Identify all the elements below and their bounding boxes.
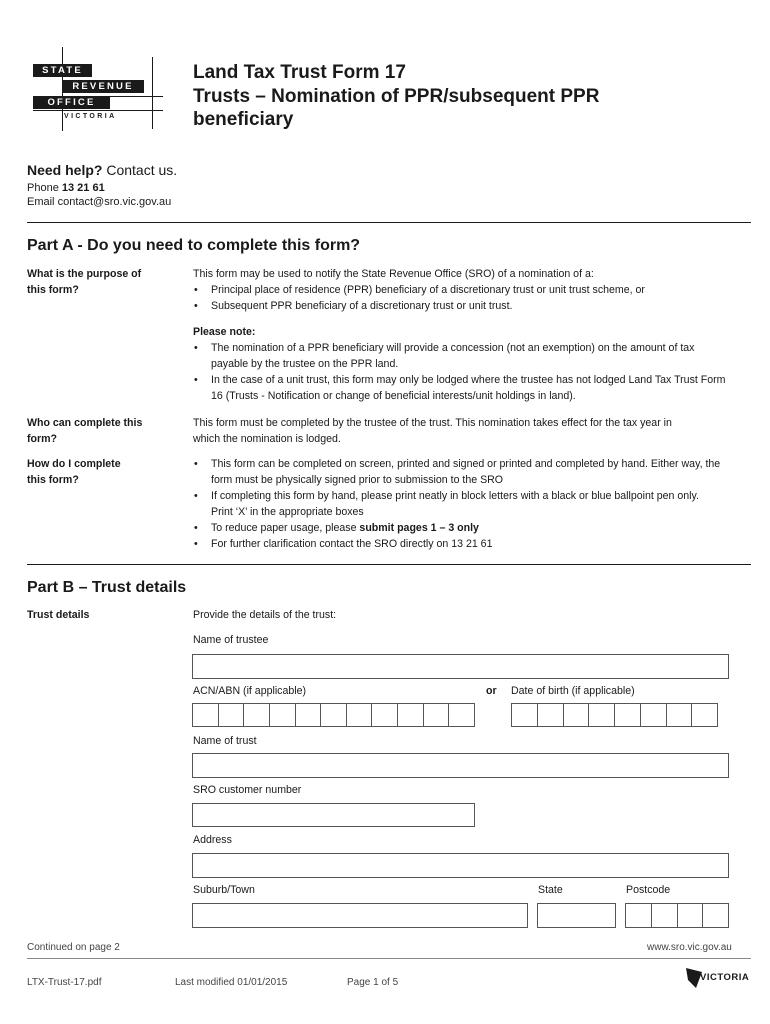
help-heading-bold: Need help?	[27, 162, 103, 178]
digit-cell[interactable]	[692, 704, 717, 726]
footer-page: Page 1 of 5	[347, 977, 399, 988]
digit-cell[interactable]	[589, 704, 615, 726]
list-item	[211, 520, 721, 536]
name-of-trust-field[interactable]	[192, 753, 729, 778]
help-heading-rest: Contact us.	[106, 162, 178, 178]
phone-label: Phone	[27, 182, 59, 194]
name-of-trustee-field[interactable]	[192, 654, 729, 679]
digit-cell[interactable]	[652, 904, 678, 927]
digit-cell[interactable]	[372, 704, 398, 726]
divider	[27, 564, 751, 565]
dob-field[interactable]	[511, 703, 718, 727]
digit-cell[interactable]	[667, 704, 693, 726]
page-title	[193, 61, 713, 132]
title-line-3: beneficiary	[193, 109, 294, 130]
state-label: State	[538, 884, 563, 896]
purpose-label-line-1: What is the purpose of	[27, 268, 142, 280]
how-text	[193, 456, 723, 552]
bullet-text: To reduce paper usage, please	[211, 522, 360, 534]
digit-cell[interactable]	[703, 904, 728, 927]
victoria-logo	[684, 966, 750, 992]
suburb-label: Suburb/Town	[193, 884, 255, 896]
who-label-line-2: form?	[27, 433, 58, 445]
state-field[interactable]	[537, 903, 616, 928]
digit-cell[interactable]	[270, 704, 296, 726]
part-b-title: Part B – Trust details	[27, 579, 187, 596]
purpose-label	[27, 266, 167, 298]
email-link[interactable]: contact@sro.vic.gov.au	[57, 196, 172, 208]
postcode-label: Postcode	[626, 884, 671, 896]
sro-customer-number-field[interactable]	[192, 803, 475, 827]
digit-cell[interactable]	[296, 704, 322, 726]
or-label: or	[486, 685, 497, 697]
purpose-label-line-2: this form?	[27, 284, 79, 296]
digit-cell[interactable]	[615, 704, 641, 726]
title-line-1: Land Tax Trust Form 17	[193, 62, 406, 83]
list-item: • The nomination of a PPR beneficiary will provide a concession (not an exemption) on the amount of tax payable by the trustee on the PPR land.	[211, 340, 731, 372]
list-item: • Principal place of residence (PPR) beneficiary of a discretionary trust or unit trust scheme, or	[211, 282, 723, 298]
digit-cell[interactable]	[641, 704, 667, 726]
acn-abn-label: ACN/ABN (if applicable)	[193, 685, 307, 697]
list-item: • This form can be completed on screen, printed and signed or printed and completed by hand. Either way, the form must be physically signed prior to submission to the SRO	[211, 456, 721, 488]
title-line-2: Trusts – Nomination of PPR/subsequent PPR	[193, 85, 600, 107]
digit-cell[interactable]	[678, 904, 704, 927]
digit-cell[interactable]	[512, 704, 538, 726]
phone-number: 13 21 61	[61, 182, 105, 194]
who-label	[27, 415, 167, 447]
how-label	[27, 456, 167, 488]
digit-cell[interactable]	[538, 704, 564, 726]
list-item: • Subsequent PPR beneficiary of a discretionary trust or unit trust.	[211, 298, 723, 314]
digit-cell[interactable]	[193, 704, 219, 726]
website-link[interactable]: www.sro.vic.gov.au	[647, 942, 732, 953]
trust-details-label: Trust details	[27, 609, 90, 621]
divider	[27, 222, 751, 223]
list-item: • If completing this form by hand, please print neatly in block letters with a black or blue ballpoint pen only. Print ‘X’ in the appropriate boxes	[211, 488, 721, 520]
bullet-bold: submit pages 1 – 3 only	[359, 522, 479, 534]
digit-cell[interactable]	[449, 704, 474, 726]
who-text: This form must be completed by the trustee of the trust. This nomination takes effect for the tax year in which the nomination is lodged.	[193, 417, 672, 445]
continued-note: Continued on page 2	[27, 942, 120, 953]
footer-divider	[27, 958, 751, 959]
list-item: • For further clarification contact the SRO directly on 13 21 61	[211, 536, 721, 552]
footer-modified: Last modified 01/01/2015	[175, 977, 288, 988]
who-label-line-1: Who can complete this	[27, 417, 143, 429]
trust-details-intro: Provide the details of the trust:	[193, 609, 337, 621]
how-label-line-2: this form?	[27, 474, 79, 486]
digit-cell[interactable]	[321, 704, 347, 726]
suburb-field[interactable]	[192, 903, 528, 928]
name-of-trust-label: Name of trust	[193, 735, 257, 747]
email-label: Email	[27, 196, 55, 208]
digit-cell[interactable]	[347, 704, 373, 726]
logo-state: STATE	[33, 64, 92, 77]
acn-abn-field[interactable]	[192, 703, 475, 727]
logo-revenue: REVENUE	[62, 80, 144, 93]
help-heading	[27, 162, 177, 178]
digit-cell[interactable]	[398, 704, 424, 726]
logo-office: OFFICE	[33, 96, 110, 109]
purpose-intro: This form may be used to notify the State Revenue Office (SRO) of a nomination of a:	[193, 268, 594, 280]
help-email	[27, 195, 171, 209]
digit-cell[interactable]	[424, 704, 450, 726]
note-heading: Please note:	[193, 326, 256, 338]
digit-cell[interactable]	[564, 704, 590, 726]
postcode-field[interactable]	[625, 903, 729, 928]
digit-cell[interactable]	[244, 704, 270, 726]
digit-cell[interactable]	[626, 904, 652, 927]
part-a-title: Part A - Do you need to complete this form?	[27, 237, 361, 254]
footer-filename: LTX-Trust-17.pdf	[27, 977, 102, 988]
name-of-trustee-label: Name of trustee	[193, 634, 269, 646]
list-item: • In the case of a unit trust, this form may only be lodged where the trustee has not lodged Land Tax Trust Form 16 (Trusts - Notification or change of beneficial interests/unit holdings in land).	[211, 372, 731, 404]
help-phone	[27, 181, 105, 195]
dob-label: Date of birth (if applicable)	[511, 685, 635, 697]
purpose-text	[193, 266, 726, 404]
address-label: Address	[193, 834, 232, 846]
victoria-logo-text: VICTORIA	[700, 972, 750, 983]
digit-cell[interactable]	[219, 704, 245, 726]
address-field[interactable]	[192, 853, 729, 878]
how-label-line-1: How do I complete	[27, 458, 121, 470]
sro-customer-number-label: SRO customer number	[193, 784, 302, 796]
logo-victoria: VICTORIA	[64, 113, 117, 120]
